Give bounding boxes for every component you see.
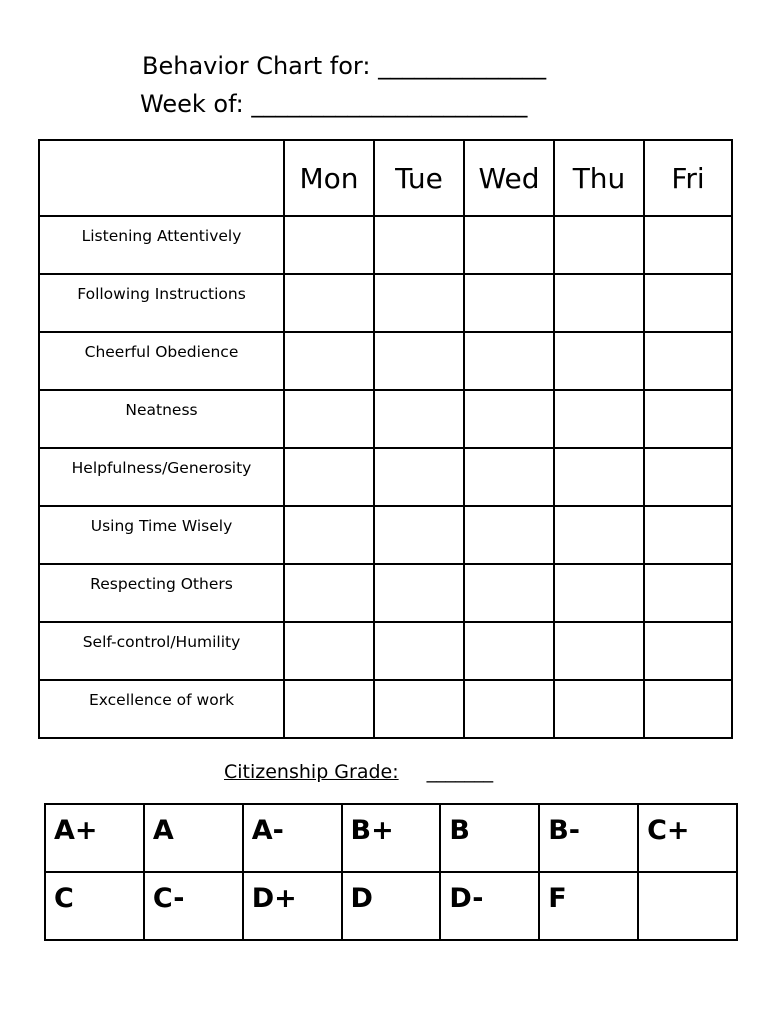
week-line: Week of: _______________________	[140, 90, 528, 118]
mark-cell	[284, 216, 374, 274]
citizenship-label: Citizenship Grade:	[224, 761, 399, 783]
mark-cell	[374, 216, 464, 274]
mark-cell	[554, 332, 644, 390]
mark-cell	[464, 332, 554, 390]
table-row	[39, 390, 732, 448]
header-row	[39, 140, 732, 216]
grade-cell: C	[45, 872, 144, 940]
behavior-label: Cheerful Obedience	[39, 332, 284, 390]
grade-cell: C-	[144, 872, 243, 940]
chart-title: Behavior Chart for: ______________	[142, 52, 547, 80]
behavior-label: Listening Attentively	[39, 216, 284, 274]
day-header-fri: Fri	[644, 140, 732, 216]
behavior-label: Excellence of work	[39, 680, 284, 738]
mark-cell	[644, 680, 732, 738]
mark-cell	[374, 564, 464, 622]
mark-cell	[284, 332, 374, 390]
mark-cell	[374, 390, 464, 448]
behavior-table	[38, 139, 733, 739]
mark-cell	[644, 622, 732, 680]
grade-cell: B+	[342, 804, 441, 872]
behavior-label: Neatness	[39, 390, 284, 448]
table-row	[39, 274, 732, 332]
grade-cell: C+	[638, 804, 737, 872]
mark-cell	[284, 506, 374, 564]
grade-table	[44, 803, 738, 941]
mark-cell	[554, 216, 644, 274]
mark-cell	[464, 216, 554, 274]
mark-cell	[374, 332, 464, 390]
mark-cell	[554, 680, 644, 738]
mark-cell	[554, 564, 644, 622]
grade-cell	[638, 872, 737, 940]
mark-cell	[644, 506, 732, 564]
mark-cell	[464, 506, 554, 564]
table-row	[39, 216, 732, 274]
table-row	[39, 332, 732, 390]
mark-cell	[554, 448, 644, 506]
grade-cell: B-	[539, 804, 638, 872]
mark-cell	[554, 274, 644, 332]
behavior-label: Respecting Others	[39, 564, 284, 622]
mark-cell	[464, 680, 554, 738]
mark-cell	[464, 448, 554, 506]
mark-cell	[284, 390, 374, 448]
mark-cell	[374, 680, 464, 738]
mark-cell	[284, 680, 374, 738]
corner-cell	[39, 140, 284, 216]
grade-row	[45, 872, 737, 940]
grade-cell: D+	[243, 872, 342, 940]
mark-cell	[374, 506, 464, 564]
mark-cell	[554, 622, 644, 680]
mark-cell	[554, 506, 644, 564]
mark-cell	[644, 216, 732, 274]
grade-row	[45, 804, 737, 872]
behavior-label: Using Time Wisely	[39, 506, 284, 564]
citizenship-grade	[224, 759, 493, 785]
grade-cell: A-	[243, 804, 342, 872]
grade-cell: F	[539, 872, 638, 940]
grade-cell: D-	[440, 872, 539, 940]
mark-cell	[644, 332, 732, 390]
mark-cell	[464, 390, 554, 448]
day-header-thu: Thu	[554, 140, 644, 216]
table-row	[39, 622, 732, 680]
day-header-wed: Wed	[464, 140, 554, 216]
mark-cell	[374, 448, 464, 506]
table-row	[39, 448, 732, 506]
citizenship-blank: _______	[426, 761, 494, 783]
mark-cell	[284, 274, 374, 332]
mark-cell	[644, 274, 732, 332]
grade-cell: A+	[45, 804, 144, 872]
table-row	[39, 680, 732, 738]
grade-cell: A	[144, 804, 243, 872]
day-header-tue: Tue	[374, 140, 464, 216]
mark-cell	[374, 622, 464, 680]
table-row	[39, 564, 732, 622]
mark-cell	[464, 622, 554, 680]
mark-cell	[374, 274, 464, 332]
mark-cell	[284, 564, 374, 622]
behavior-label: Helpfulness/Generosity	[39, 448, 284, 506]
behavior-label: Following Instructions	[39, 274, 284, 332]
mark-cell	[284, 448, 374, 506]
grade-cell: B	[440, 804, 539, 872]
grade-cell: D	[342, 872, 441, 940]
mark-cell	[464, 274, 554, 332]
mark-cell	[644, 564, 732, 622]
mark-cell	[644, 390, 732, 448]
mark-cell	[464, 564, 554, 622]
table-row	[39, 506, 732, 564]
day-header-mon: Mon	[284, 140, 374, 216]
mark-cell	[644, 448, 732, 506]
behavior-label: Self-control/Humility	[39, 622, 284, 680]
mark-cell	[284, 622, 374, 680]
mark-cell	[554, 390, 644, 448]
